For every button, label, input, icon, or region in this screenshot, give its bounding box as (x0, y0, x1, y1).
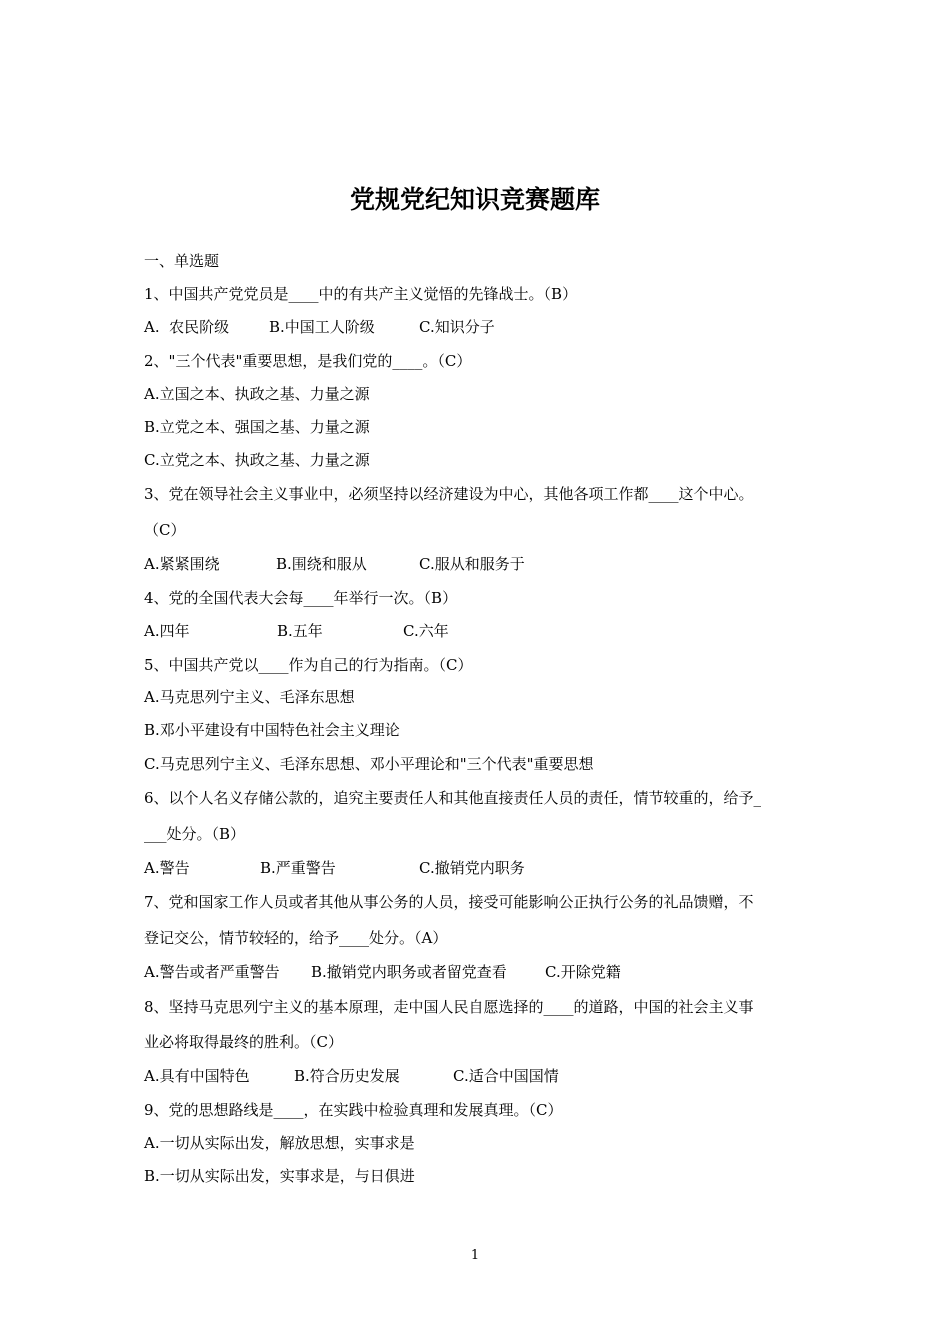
question-4-option-b: B.五年 (277, 622, 323, 640)
question-7-option-a: A.警告或者严重警告 (144, 963, 280, 981)
question-2-option-a: A.立国之本、执政之基、力量之源 (144, 385, 370, 403)
page-number: 1 (470, 1248, 480, 1263)
question-3-option-b: B.围绕和服从 (276, 555, 367, 573)
question-4-option-a: A.四年 (144, 622, 190, 640)
question-7-continued: 登记交公，情节较轻的，给予____处分。（A） (144, 929, 448, 947)
question-4-option-c: C.六年 (403, 622, 449, 640)
question-2-option-b: B.立党之本、强国之基、力量之源 (144, 418, 370, 436)
question-7-option-c: C.开除党籍 (545, 963, 621, 981)
document-title: 党规党纪知识竞赛题库 (349, 185, 600, 214)
question-8: 8、坚持马克思列宁主义的基本原理，走中国人民自愿选择的____的道路，中国的社会主义事 (144, 998, 754, 1016)
question-8-option-c: C.适合中国国情 (453, 1067, 559, 1085)
question-6: 6、以个人名义存储公款的，追究主要责任人和其他直接责任人员的责任，情节较重的，给予_ (144, 789, 762, 807)
question-7-option-b: B.撤销党内职务或者留党查看 (311, 963, 507, 981)
question-5: 5、中国共产党以____作为自己的行为指南。（C） (144, 656, 473, 674)
question-8-continued: 业必将取得最终的胜利。（C） (144, 1033, 343, 1051)
question-3-option-a: A.紧紧围绕 (144, 555, 220, 573)
question-9-option-b: B.一切从实际出发，实事求是，与日俱进 (144, 1167, 415, 1185)
question-3: 3、党在领导社会主义事业中，必须坚持以经济建设为中心，其他各项工作都____这个中心。 (144, 485, 754, 503)
question-8-option-b: B.符合历史发展 (294, 1067, 400, 1085)
question-6-continued: ___处分。（B） (144, 825, 246, 843)
question-5-option-c: C.马克思列宁主义、毛泽东思想、邓小平理论和"三个代表"重要思想 (144, 755, 594, 773)
question-5-option-b: B.邓小平建设有中国特色社会主义理论 (144, 721, 400, 739)
section-heading: 一、单选题 (144, 252, 220, 270)
question-1-option-a: A. 农民阶级 (144, 318, 230, 336)
question-9: 9、党的思想路线是____，在实践中检验真理和发展真理。（C） (144, 1101, 563, 1119)
question-1-option-c: C.知识分子 (419, 318, 495, 336)
question-2: 2、"三个代表"重要思想，是我们党的____。（C） (144, 352, 472, 370)
question-2-option-c: C.立党之本、执政之基、力量之源 (144, 451, 370, 469)
question-6-option-a: A.警告 (144, 859, 190, 877)
question-3-answer: （C） (144, 521, 186, 539)
question-1-option-b: B.中国工人阶级 (269, 318, 375, 336)
question-1: 1、中国共产党党员是____中的有共产主义觉悟的先锋战士。（B） (144, 285, 578, 303)
question-4: 4、党的全国代表大会每____年举行一次。（B） (144, 589, 458, 607)
question-5-option-a: A.马克思列宁主义、毛泽东思想 (144, 688, 355, 706)
question-6-option-b: B.严重警告 (260, 859, 336, 877)
question-9-option-a: A.一切从实际出发，解放思想，实事求是 (144, 1134, 415, 1152)
question-6-option-c: C.撤销党内职务 (419, 859, 525, 877)
question-8-option-a: A.具有中国特色 (144, 1067, 250, 1085)
question-7: 7、党和国家工作人员或者其他从事公务的人员，接受可能影响公正执行公务的礼品馈赠，不 (144, 893, 754, 911)
question-3-option-c: C.服从和服务于 (419, 555, 525, 573)
